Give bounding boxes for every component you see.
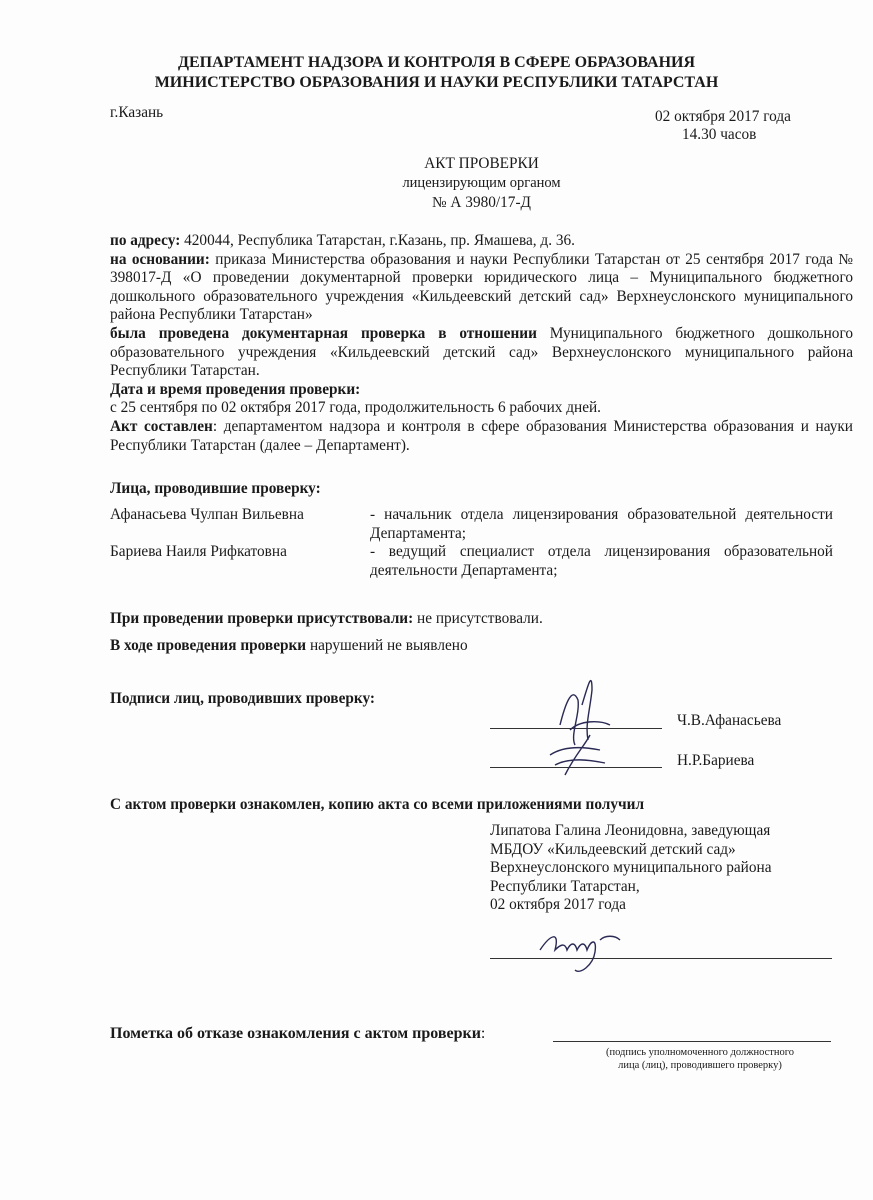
result-line xyxy=(110,637,468,655)
inspector-name-2: Бариева Наиля Рифкатовна xyxy=(110,543,287,560)
present-label: При проведении проверки присутствовали: xyxy=(110,610,414,627)
act-title: АКТ ПРОВЕРКИ xyxy=(424,155,539,172)
result-label: В ходе проведения проверки xyxy=(110,637,307,654)
datetime-value: с 25 сентября по 02 октября 2017 года, продолжительность 6 рабочих дней. xyxy=(110,399,602,417)
main-body xyxy=(110,232,853,455)
present-value: не присутствовали. xyxy=(413,610,543,627)
date: 02 октября 2017 года xyxy=(655,108,791,125)
inspector-role-2: - ведущий специалист отдела лицензирования образовательной деятельности Департамента; xyxy=(370,543,833,579)
handwritten-signature-2 xyxy=(535,920,625,980)
inspection-value: Муниципального бюджетного дошкольного образовательного учреждения «Кильдеевский детский сад» Верхнеуслонского муниципального района Республики Татарстан. xyxy=(110,324,853,380)
inspectors-label: Лица, проводившие проверку: xyxy=(110,480,321,497)
refusal-line xyxy=(110,1025,485,1043)
act-number: № А 3980/17-Д xyxy=(432,194,531,211)
result-value: нарушений не выявлено xyxy=(306,637,468,654)
ack-line-1: Липатова Галина Леонидовна, заведующая xyxy=(490,822,771,839)
inspector-name-1: Афанасьева Чулпан Вильевна xyxy=(110,506,304,523)
ack-line-4: Республики Татарстан, xyxy=(490,877,640,895)
signer-name-1: Ч.В.Афанасьева xyxy=(677,712,782,729)
address-label: по адресу: xyxy=(110,232,181,249)
datetime-label-text: Дата и время проведения проверки: xyxy=(110,380,361,398)
acknowledged-block xyxy=(490,822,772,915)
address-paragraph xyxy=(110,232,853,251)
refusal-colon: : xyxy=(480,1025,486,1042)
refusal-label: Пометка об отказе ознакомления с актом проверки xyxy=(110,1025,481,1042)
refusal-signature-line xyxy=(553,1041,831,1042)
address-value: 420044, Республика Татарстан, г.Казань, пр. Ямашева, д. 36. xyxy=(180,232,575,249)
refusal-caption-1: (подпись уполномоченного должностного xyxy=(605,1047,795,1058)
acknowledged-label: С актом проверки ознакомлен, копию акта со всеми приложениями получил xyxy=(110,796,645,813)
ack-line-5: 02 октября 2017 года xyxy=(490,896,626,913)
basis-value: приказа Министерства образования и науки Республики Татарстан от 25 сентября 2017 года № 398017-Д «О проведении документарной проверки юридического лица – Муниципального бюджетного дошкольного образовательного учреждения «Кильдеевский детский сад» Верхнеуслонского муниципального района Республики Татарстан» xyxy=(110,250,854,324)
act-subtitle: лицензирующим органом xyxy=(402,175,561,191)
basis-paragraph xyxy=(110,251,853,325)
basis-label: на основании: xyxy=(110,250,210,268)
composed-value: : департаментом надзора и контроля в сфере образования Министерства образования и науки Республики Татарстан (далее – Департамент). xyxy=(110,417,853,454)
composed-paragraph xyxy=(110,418,853,455)
inspection-paragraph xyxy=(110,325,853,381)
signer-name-2: Н.Р.Бариева xyxy=(677,752,755,769)
composed-label: Акт составлен xyxy=(110,417,213,435)
present-line xyxy=(110,610,543,628)
inspector-role-1: - начальник отдела лицензирования образовательной деятельности Департамента; xyxy=(370,506,833,542)
refusal-caption-2: лица (лиц), проводившего проверку) xyxy=(618,1060,782,1071)
header-line-2: МИНИСТЕРСТВО ОБРАЗОВАНИЯ И НАУКИ РЕСПУБЛИКИ ТАТАРСТАН xyxy=(154,74,719,91)
handwritten-signature-1 xyxy=(530,665,620,780)
time: 14.30 часов xyxy=(682,126,757,143)
refusal-caption xyxy=(560,1046,840,1072)
ack-line-2: МБДОУ «Кильдеевский детский сад» xyxy=(490,840,736,858)
place: г.Казань xyxy=(110,104,164,121)
signatures-label: Подписи лиц, проводивших проверку: xyxy=(110,690,376,707)
inspection-label: была проведена документарная проверка в отношении xyxy=(110,324,537,342)
ack-line-3: Верхнеуслонского муниципального района xyxy=(490,859,772,876)
header-line-1: ДЕПАРТАМЕНТ НАДЗОРА И КОНТРОЛЯ В СФЕРЕ ОБРАЗОВАНИЯ xyxy=(177,54,696,71)
datetime-label xyxy=(110,381,853,400)
